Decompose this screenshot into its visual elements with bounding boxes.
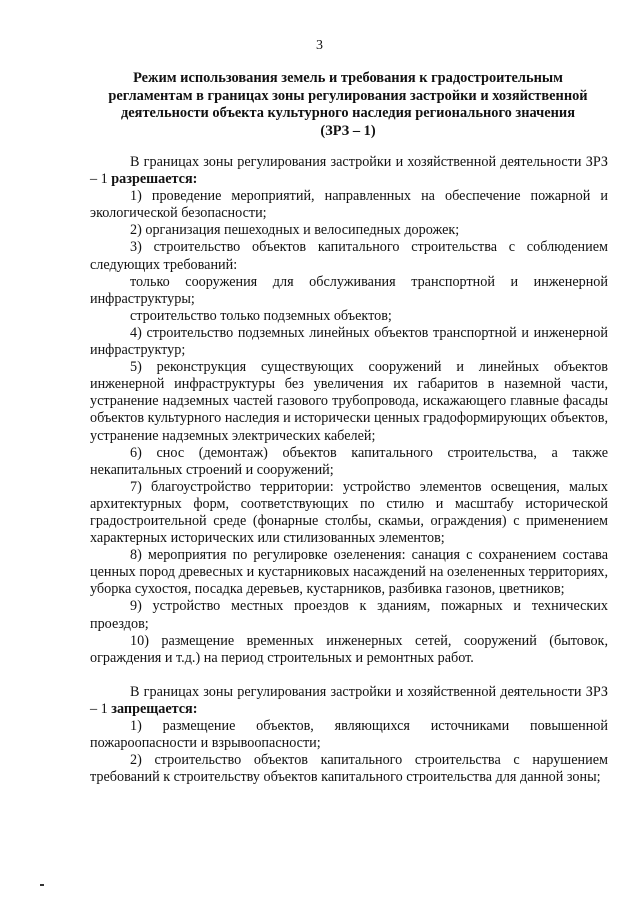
forbidden-keyword: запрещается: <box>111 700 198 717</box>
allowed-item: 9) устройство местных проездов к зданиям, пожарных и технических проездов; <box>90 598 608 632</box>
forbidden-intro-text: В границах зоны регулирования застройки и хозяйственной деятельности ЗРЗ – 1 <box>90 683 608 717</box>
document-body <box>90 154 608 786</box>
allowed-item: 4) строительство подземных линейных объектов транспортной и инженерной инфраструктур; <box>90 324 608 359</box>
title-line: регламентам в границах зоны регулирования застройки и хозяйственной <box>108 87 588 104</box>
allowed-subitem: только сооружения для обслуживания транспортной и инженерной инфраструктуры; <box>90 273 608 307</box>
forbidden-item: 1) размещение объектов, являющихся источниками повышенной пожароопасности и взрывоопасности; <box>90 718 608 752</box>
title-line: (ЗРЗ – 1) <box>320 122 376 139</box>
forbidden-intro-paragraph <box>90 684 608 718</box>
title-line: Режим использования земель и требования к градостроительным <box>133 70 563 86</box>
allowed-item: 5) реконструкция существующих сооружений и линейных объектов инженерной инфраструктуры без увеличения их габаритов в наземной части, устранение надземных частей газового трубопровода, искажающего главные фасады объектов культурного наследия и исторически ценных градоформирующих объектов, устранение надземных электрических кабелей; <box>90 359 608 444</box>
forbidden-item: 2) строительство объектов капитального строительства с нарушением требований к строительству объектов капитального строительства для данной зоны; <box>90 752 608 786</box>
allowed-keyword: разрешается: <box>111 171 198 188</box>
title-line: деятельности объекта культурного наследия регионального значения <box>121 105 575 121</box>
allowed-subitem: строительство только подземных объектов; <box>130 307 392 324</box>
allowed-item: 2) организация пешеходных и велосипедных дорожек; <box>130 222 460 239</box>
allowed-item: 8) мероприятия по регулировке озеленения: санация с сохранением состава ценных пород древесных и кустарниковых насаждений на озелененных территориях, уборка сухостоя, посадка деревьев, кустарников, разбивка газонов, цветников; <box>90 547 608 598</box>
allowed-intro-paragraph <box>90 154 608 188</box>
scan-artifact <box>40 884 44 886</box>
allowed-item: 10) размещение временных инженерных сетей, сооружений (бытовок, ограждения и т.д.) на период строительных и ремонтных работ. <box>90 632 608 666</box>
allowed-item: 7) благоустройство территории: устройство элементов освещения, малых архитектурных форм, соответствующих по стилю и масштабу исторической градостроительной среде (фонарные столбы, скамьи, ограждения) с применением характерных исторических или стилизованных элементов; <box>90 478 608 547</box>
allowed-item: 1) проведение мероприятий, направленных на обеспечение пожарной и экологической безопасности; <box>90 188 608 222</box>
document-title <box>92 70 604 140</box>
allowed-item: 3) строительство объектов капитального строительства с соблюдением следующих требований: <box>90 239 608 273</box>
allowed-intro-text: В границах зоны регулирования застройки и хозяйственной деятельности ЗРЗ – 1 <box>90 154 608 188</box>
page-number: 3 <box>316 38 323 53</box>
paragraph-gap <box>90 667 608 684</box>
allowed-item: 6) снос (демонтаж) объектов капитального строительства, а также некапитальных строений и сооружений; <box>90 444 608 478</box>
